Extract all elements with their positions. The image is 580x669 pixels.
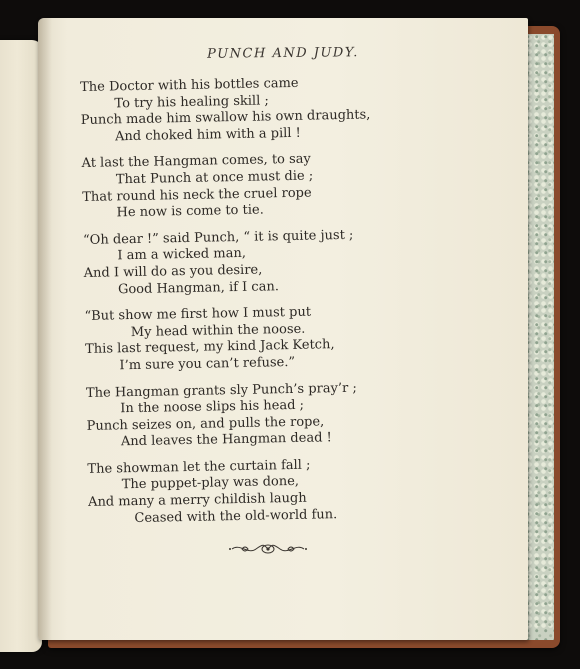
verse-line: To try his healing skill ; bbox=[114, 92, 269, 111]
verse-line: The Hangman grants sly Punch’s pray’r ; bbox=[85, 380, 357, 401]
running-header: PUNCH AND JUDY. bbox=[207, 45, 359, 62]
verse-line: Ceased with the old-world fun. bbox=[134, 506, 338, 526]
verse-line: “Oh dear !” said Punch, “ it is quite just ; bbox=[82, 227, 354, 248]
verse-line: In the noose slips his head ; bbox=[120, 397, 305, 417]
verse-line: This last request, my kind Jack Ketch, bbox=[85, 337, 335, 358]
stanza bbox=[83, 225, 504, 299]
verse-line: Punch made him swallow his own draughts, bbox=[80, 107, 371, 129]
verse-line: I’m sure you can’t refuse.” bbox=[119, 354, 296, 374]
stanza bbox=[84, 301, 505, 375]
stanza bbox=[80, 72, 501, 146]
poem-body bbox=[80, 72, 509, 538]
verse-line: At last the Hangman comes, to say bbox=[81, 151, 311, 172]
verse-line: That round his neck the cruel rope bbox=[82, 185, 312, 205]
ornament-icon bbox=[228, 540, 308, 558]
verse-line: And leaves the Hangman dead ! bbox=[120, 430, 332, 450]
verse-line: The showman let the curtain fall ; bbox=[87, 457, 311, 477]
verse-line: The puppet-play was done, bbox=[121, 474, 300, 493]
verse-line: And many a merry childish laugh bbox=[87, 490, 307, 510]
verse-line: I am a wicked man, bbox=[117, 246, 247, 264]
stanza bbox=[87, 454, 508, 528]
verse-line: The Doctor with his bottles came bbox=[80, 75, 299, 95]
verse-line: He now is come to tie. bbox=[116, 202, 264, 221]
verse-line: And choked him with a pill ! bbox=[114, 125, 301, 145]
left-page-edge bbox=[0, 40, 42, 652]
verse-line: And I will do as you desire, bbox=[83, 262, 263, 281]
verse-line: Punch seizes on, and pulls the rope, bbox=[86, 414, 325, 434]
verse-line: Good Hangman, if I can. bbox=[117, 278, 280, 297]
page-gutter-shadow bbox=[38, 18, 52, 640]
stanza bbox=[86, 377, 507, 451]
verse-line: My head within the noose. bbox=[130, 321, 306, 340]
verse-line: “But show me first how I must put bbox=[84, 304, 312, 325]
verse-line: That Punch at once must die ; bbox=[115, 168, 314, 188]
stanza bbox=[81, 148, 502, 222]
